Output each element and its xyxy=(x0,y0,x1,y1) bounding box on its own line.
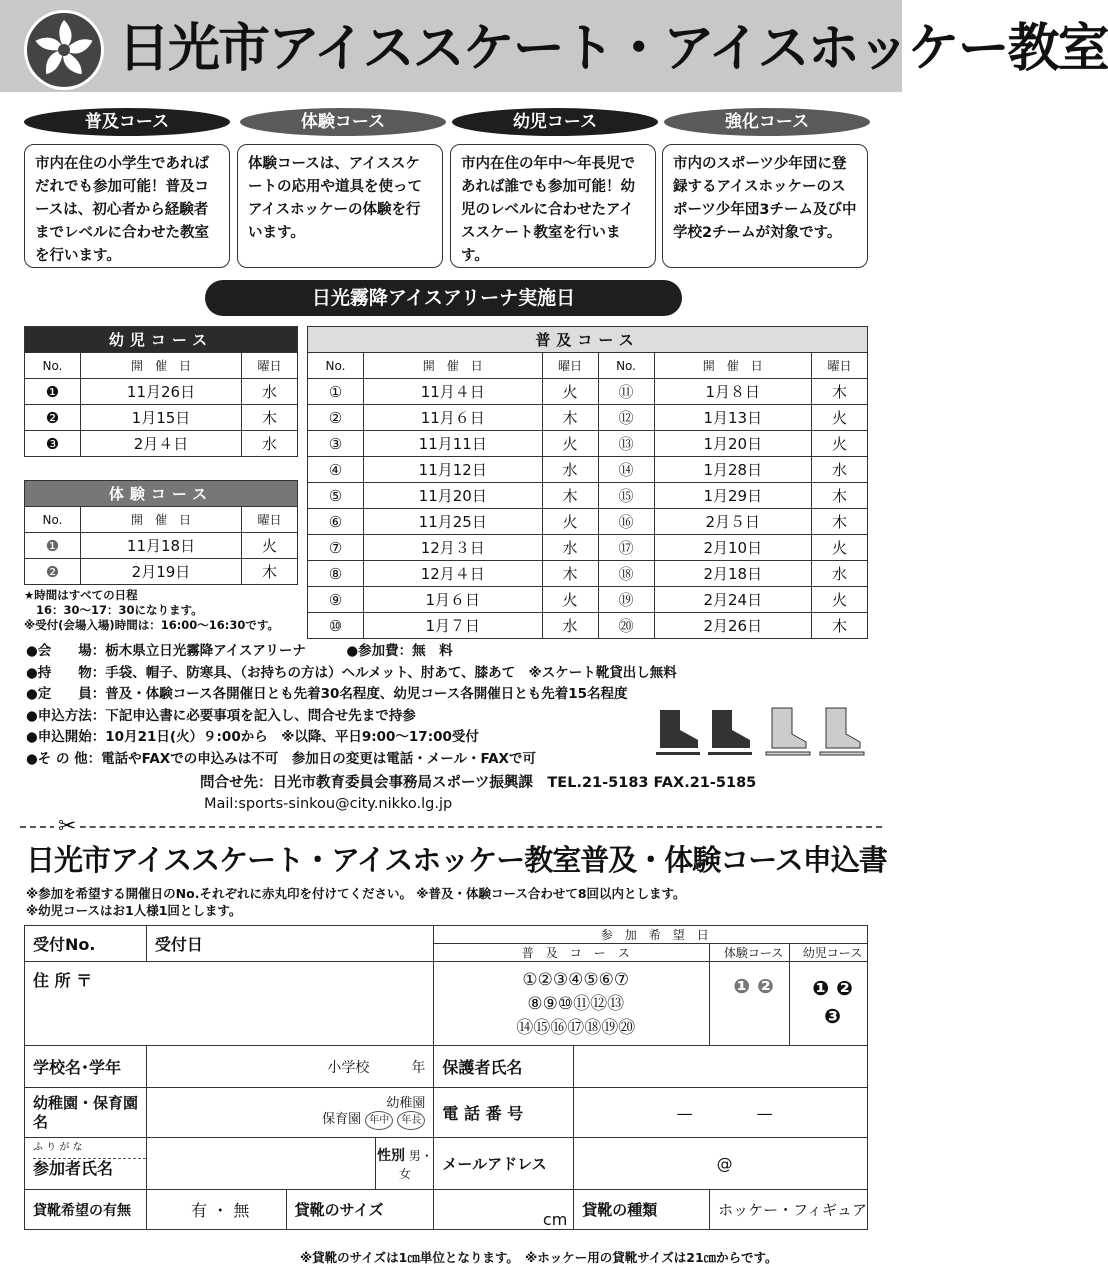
table-cell: ⑫ xyxy=(598,405,654,431)
kind-select[interactable]: ホッケー・フィギュア xyxy=(710,1190,868,1230)
size-input[interactable]: cm xyxy=(434,1190,574,1230)
phone-input[interactable]: — — xyxy=(574,1088,868,1138)
table-cell: 火 xyxy=(542,431,598,457)
table-row: ❷ 2月19日 木 xyxy=(25,559,298,585)
table-cell: 火 xyxy=(812,405,868,431)
fukyu-table-title: 普及コース xyxy=(308,327,868,353)
col-day: 曜日 xyxy=(242,353,298,379)
table-row xyxy=(308,405,868,431)
table-cell: 1月20日 xyxy=(654,431,811,457)
table-row: ❶ 11月18日 火 xyxy=(25,533,298,559)
bottom-note: ※貸靴のサイズは1㎝単位となります。 ※ホッケー用の貸靴サイズは21㎝からです。 xyxy=(300,1250,778,1265)
scissors-icon: ✂ xyxy=(54,814,80,839)
guardian-input[interactable] xyxy=(574,1046,868,1088)
col-no: No. xyxy=(25,353,81,379)
table-cell: 火 xyxy=(812,587,868,613)
table-cell: 木 xyxy=(812,379,868,405)
table-cell: 2月24日 xyxy=(654,587,811,613)
info-other: ●そ の 他：電話やFAXでの申込みは不可 参加日の変更は電話・メール・FAXで可 xyxy=(26,750,536,767)
taiken-schedule-table: 体験コース No. 開 催 日 曜日 ❶ 11月18日 火 ❷ 2月19日 木 xyxy=(24,480,298,585)
course-desc-taiken: 体験コースは、アイススケートの応用や道具を使ってアイスホッケーの体験を行います。 xyxy=(237,144,443,268)
info-items: ●持 物：手袋、帽子、防寒具、（お持ちの方は）ヘルメット、肘あて、膝あて ※スケート靴貸出し無料 xyxy=(26,664,677,681)
page-title: 日光市アイススケート・アイスホッケー教室 xyxy=(118,19,1108,79)
table-cell: 木 xyxy=(812,613,868,639)
form-title: 日光市アイススケート・アイスホッケー教室普及・体験コース申込書 xyxy=(26,843,887,877)
table-cell: 2月26日 xyxy=(654,613,811,639)
table-cell: 水 xyxy=(542,535,598,561)
taiken-table-title: 体験コース xyxy=(25,481,298,507)
table-cell: ⑥ xyxy=(308,509,364,535)
table-cell: 11月25日 xyxy=(364,509,543,535)
table-cell: 1月28日 xyxy=(654,457,811,483)
table-cell: 11月12日 xyxy=(364,457,543,483)
table-cell: 水 xyxy=(542,613,598,639)
table-row: ❶ 11月26日 水 xyxy=(25,379,298,405)
table-cell: ⑰ xyxy=(598,535,654,561)
col-date: 開 催 日 xyxy=(81,353,242,379)
table-cell: 1月７日 xyxy=(364,613,543,639)
table-cell: 11月20日 xyxy=(364,483,543,509)
course-desc-youji: 市内在住の年中〜年長児であれば誰でも参加可能！幼児のレベルに合わせたアイススケート教室を行います。 xyxy=(450,144,656,268)
table-row xyxy=(308,483,868,509)
mail-input[interactable]: @ xyxy=(574,1138,868,1190)
table-cell: 12月４日 xyxy=(364,561,543,587)
course-desc-fukyu: 市内在住の小学生であればだれでも参加可能！普及コースは、初心者から経験者までレベルに合わせた教室を行います。 xyxy=(24,144,230,268)
table-cell: 木 xyxy=(542,405,598,431)
taiken-date-choices[interactable]: ❶ ❷ xyxy=(710,962,790,1046)
table-cell: ⑬ xyxy=(598,431,654,457)
table-cell: ⑪ xyxy=(598,379,654,405)
table-cell: ③ xyxy=(308,431,364,457)
school-input[interactable]: 小学校 年 xyxy=(146,1046,434,1088)
table-row xyxy=(308,561,868,587)
table-cell: ⑱ xyxy=(598,561,654,587)
table-cell: 水 xyxy=(812,457,868,483)
table-cell: ⑦ xyxy=(308,535,364,561)
table-cell: ⑭ xyxy=(598,457,654,483)
table-row xyxy=(308,431,868,457)
table-cell: 2月５日 xyxy=(654,509,811,535)
course-pill-taiken: 体験コース xyxy=(240,108,446,136)
table-cell: 火 xyxy=(542,509,598,535)
table-cell: 火 xyxy=(542,379,598,405)
table-cell: ⑧ xyxy=(308,561,364,587)
table-cell: 12月３日 xyxy=(364,535,543,561)
table-cell: ⑳ xyxy=(598,613,654,639)
application-form: 受付No. 受付日 参 加 希 望 日 普 及 コ ー ス 体験コース 幼児コース 住 所 〒 ①②③④⑤⑥⑦ ⑧⑨⑩⑪⑫⑬ ⑭⑮⑯⑰⑱⑲⑳ ❶ ❷ ❶ ❷ ❸ 学校名･学年 小学校 年 保護者氏名 幼稚園・保育園名 幼稚園 保育園 年中 年長 電 話 番 号 — — ふ り が な 参加者氏名 性別 男・女 メールアドレス @ 貸靴希望の有無 有 ・ 無 貸靴のサイズ cm 貸靴の種類 ホッケー・フィギュア xyxy=(24,925,868,1230)
table-cell: 2月10日 xyxy=(654,535,811,561)
table-cell: 火 xyxy=(542,587,598,613)
table-cell: ⑨ xyxy=(308,587,364,613)
table-row xyxy=(308,587,868,613)
table-row xyxy=(308,457,868,483)
fukyu-schedule-table: 普及コース No. 開 催 日 曜日 No. 開 催 日 曜日 ① 11月４日 火 ⑪ 1月８日 木 ② 11月６日 木 ⑫ 1月13日 火 ③ 11月11日 火 ⑬ 1月20日 火 ④ 11月12日 水 ⑭ 1月28日 水 ⑤ 11月20日 木 ⑮ 1月29日 木 ⑥ 11月25日 火 ⑯ 2月５日 木 ⑦ 12月３日 水 ⑰ 2月10日 火 ⑧ 12月４日 木 ⑱ 2月18日 水 ⑨ 1月６日 火 ⑲ 2月24日 火 ⑩ 1月７日 水 ⑳ 2月26日 木 xyxy=(307,326,868,639)
sex-select[interactable]: 性別 男・女 xyxy=(376,1138,434,1190)
table-row: ❷ 1月15日 木 xyxy=(25,405,298,431)
contact-info: 問合せ先：日光市教育委員会事務局スポーツ振興課 TEL.21-5183 FAX.21-5185 Mail:sports-sinkou@city.nikko.lg.jp xyxy=(200,775,757,812)
table-cell: 木 xyxy=(812,483,868,509)
table-cell: 火 xyxy=(812,535,868,561)
table-cell: 水 xyxy=(542,457,598,483)
table-cell: ⑲ xyxy=(598,587,654,613)
course-pill-kyoka: 強化コース xyxy=(664,108,870,136)
rent-select[interactable]: 有 ・ 無 xyxy=(146,1190,286,1230)
youji-schedule-table xyxy=(24,326,298,457)
table-row xyxy=(308,613,868,639)
table-row xyxy=(308,379,868,405)
table-cell: 1月８日 xyxy=(654,379,811,405)
table-cell: 11月６日 xyxy=(364,405,543,431)
table-cell: 木 xyxy=(812,509,868,535)
table-cell: ⑮ xyxy=(598,483,654,509)
venue-band: 日光霧降アイスアリーナ実施日 xyxy=(205,280,682,316)
table-cell: ① xyxy=(308,379,364,405)
table-row xyxy=(308,535,868,561)
participant-name-input[interactable] xyxy=(146,1138,376,1190)
course-pill-fukyu: 普及コース xyxy=(24,108,230,136)
info-venue: ●会 場：栃木県立日光霧降アイスアリーナ ●参加費：無 料 xyxy=(26,643,453,659)
table-cell: ④ xyxy=(308,457,364,483)
info-capacity: ●定 員：普及・体験コース各開催日とも先着30名程度、幼児コース各開催日とも先着15名程度 xyxy=(26,686,628,702)
table-cell: 1月６日 xyxy=(364,587,543,613)
info-start: ●申込開始：10月21日(火）９:00から ※以降、平日9:00〜17:00受付 xyxy=(26,729,479,745)
table-cell: ⑤ xyxy=(308,483,364,509)
table-cell: 木 xyxy=(542,561,598,587)
table-cell: 火 xyxy=(812,431,868,457)
table-row: ❸ 2月４日 水 xyxy=(25,431,298,457)
form-notes: ※参加を希望する開催日のNo.それぞれに赤丸印を付けてください。 ※普及・体験コース合わせて8回以内とします。 ※幼児コースはお1人様1回とします。 xyxy=(26,886,686,918)
table-cell: ⑩ xyxy=(308,613,364,639)
youji-table-title: 幼児コース xyxy=(25,327,298,353)
kinder-input[interactable]: 幼稚園 保育園 年中 年長 xyxy=(146,1088,434,1138)
course-desc-kyoka: 市内のスポーツ少年団に登録するアイスホッケーのスポーツ少年団3チーム及び中学校2チームが対象です。 xyxy=(662,144,868,268)
youji-date-choices[interactable]: ❶ ❷ ❸ xyxy=(790,962,868,1046)
fukyu-date-choices[interactable]: ①②③④⑤⑥⑦ ⑧⑨⑩⑪⑫⑬ ⑭⑮⑯⑰⑱⑲⑳ xyxy=(434,962,710,1046)
skates-illustration-icon xyxy=(650,700,870,762)
table-cell: ⑯ xyxy=(598,509,654,535)
address-field[interactable]: 住 所 〒 xyxy=(25,962,434,1046)
table-cell: 11月11日 xyxy=(364,431,543,457)
table-cell: 1月29日 xyxy=(654,483,811,509)
table-row xyxy=(308,509,868,535)
table-cell: 1月13日 xyxy=(654,405,811,431)
table-cell: ② xyxy=(308,405,364,431)
table-cell: 水 xyxy=(812,561,868,587)
time-notes: ★時間はすべての日程 16：30〜17：30になります。 ※受付(会場入場)時間は：16:00〜16:30です。 xyxy=(24,588,279,632)
cut-line xyxy=(20,826,882,828)
info-method: ●申込方法：下記申込書に必要事項を記入し、問合せ先まで持参 xyxy=(26,707,416,724)
table-cell: 11月４日 xyxy=(364,379,543,405)
table-cell: 2月18日 xyxy=(654,561,811,587)
table-cell: 木 xyxy=(542,483,598,509)
city-emblem-icon xyxy=(24,10,104,90)
course-pill-youji: 幼児コース xyxy=(452,108,658,136)
